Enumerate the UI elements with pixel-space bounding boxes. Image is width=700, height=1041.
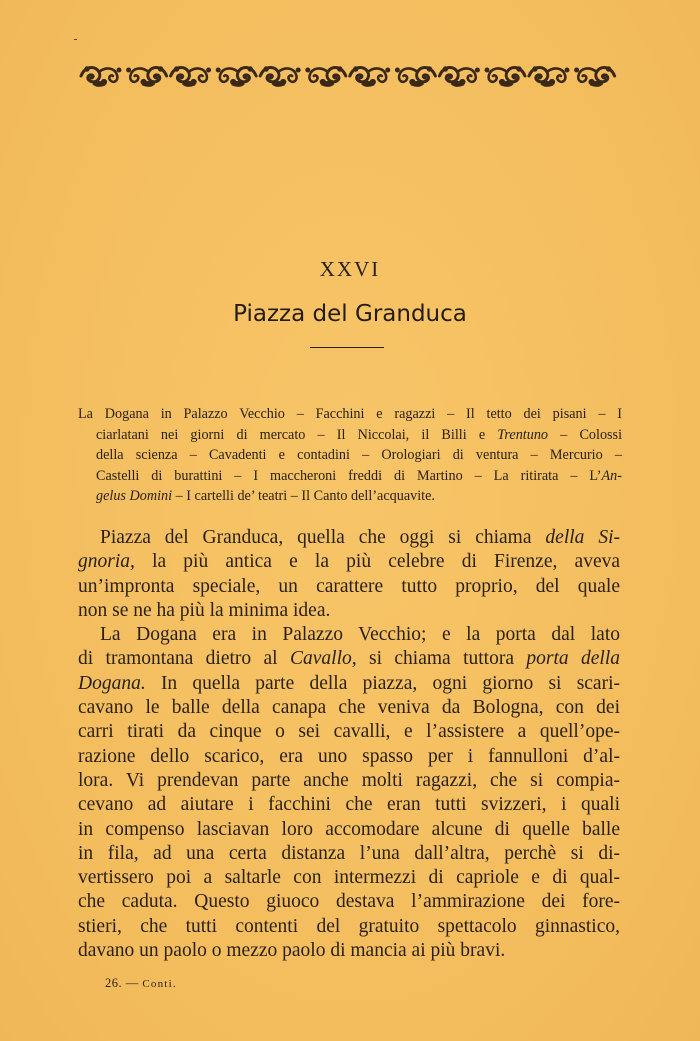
ornament-motif	[529, 67, 569, 87]
text-line: non se ne ha più la minima idea.	[78, 599, 331, 621]
ink-speck	[74, 39, 77, 40]
text-line: cevano ad aiutare i facchini che eran tutti svizzeri, i quali	[78, 794, 620, 816]
text-line: La Dogana era in Palazzo Vecchio; e la porta dal lato	[100, 624, 620, 646]
ornament-motif	[81, 67, 121, 87]
chapter-number: XXVI	[319, 257, 381, 281]
text-line: gnoria, la più antica e la più celebre di Firenze, aveva	[78, 551, 621, 573]
title-rule	[310, 347, 384, 348]
text-line: che caduta. Questo giuoco destava l’ammirazione dei fore-	[78, 891, 620, 913]
summary-line: La Dogana in Palazzo Vecchio – Facchini e ragazzi – Il tetto dei pisani – I	[78, 406, 622, 422]
body-text	[78, 526, 620, 963]
text-line: in fila, ad una certa distanza l’una dall’altra, perchè si di-	[78, 842, 620, 864]
ornament-motif	[171, 67, 211, 87]
ornament-motif	[395, 67, 435, 87]
text-line: carri tirati da cinque o sei cavalli, e l’assistere a quell’ope-	[78, 721, 620, 743]
ornament-motif	[260, 67, 300, 87]
text-line: Dogana. In quella parte della piazza, ogni giorno si scari-	[78, 672, 620, 694]
text-line: di tramontana dietro al Cavallo, si chiama tuttora porta della	[78, 648, 621, 670]
text-line: davano un paolo o mezzo paolo di mancia ai più bravi.	[78, 940, 506, 962]
ornament-motif	[127, 67, 167, 87]
ornament-motif	[439, 67, 479, 87]
signature-number: 26. —	[105, 976, 139, 990]
floral-band-ornament-icon	[79, 62, 617, 88]
ornament-motif	[216, 67, 256, 87]
text-line: in compenso lasciavan loro accomodare alcune di quelle balle	[78, 818, 620, 840]
summary-line: gelus Domini – I cartelli de’ teatri – Il Canto dell’acquavite.	[96, 488, 435, 504]
chapter-summary	[78, 404, 622, 507]
signature-mark	[105, 976, 177, 991]
ornament-motif	[306, 67, 346, 87]
chapter-title: Piazza del Granduca	[233, 301, 467, 327]
text-line: vertissero poi a saltarle con intermezzi di capriole e di qual-	[78, 867, 620, 889]
ornament-motif	[575, 67, 615, 87]
text-line: lora. Vi prendevan parte anche molti ragazzi, che si compia-	[78, 769, 620, 791]
summary-line: Castelli di burattini – I maccheroni freddi di Martino – La ritirata – L’An-	[96, 467, 622, 484]
text-line: razione dello scarico, era uno spasso per i fannulloni d’al-	[78, 745, 620, 767]
text-line: Piazza del Granduca, quella che oggi si chiama della Si-	[100, 527, 620, 548]
text-line: un’impronta speciale, un carattere tutto proprio, del quale	[78, 575, 620, 597]
ornament-motif	[485, 67, 525, 87]
text-line: cavano le balle della canapa che veniva da Bologna, con dei	[78, 697, 620, 719]
ornament-motif	[350, 67, 390, 87]
signature-author: Conti.	[142, 978, 177, 990]
summary-line: ciarlatani nei giorni di mercato – Il Niccolai, il Billi e Trentuno – Colossi	[96, 426, 623, 443]
summary-line: della scienza – Cavadenti e contadini – Orologiari di ventura – Mercurio –	[96, 447, 622, 463]
text-line: stieri, che tutti contenti del gratuito spettacolo ginnastico,	[78, 915, 620, 937]
